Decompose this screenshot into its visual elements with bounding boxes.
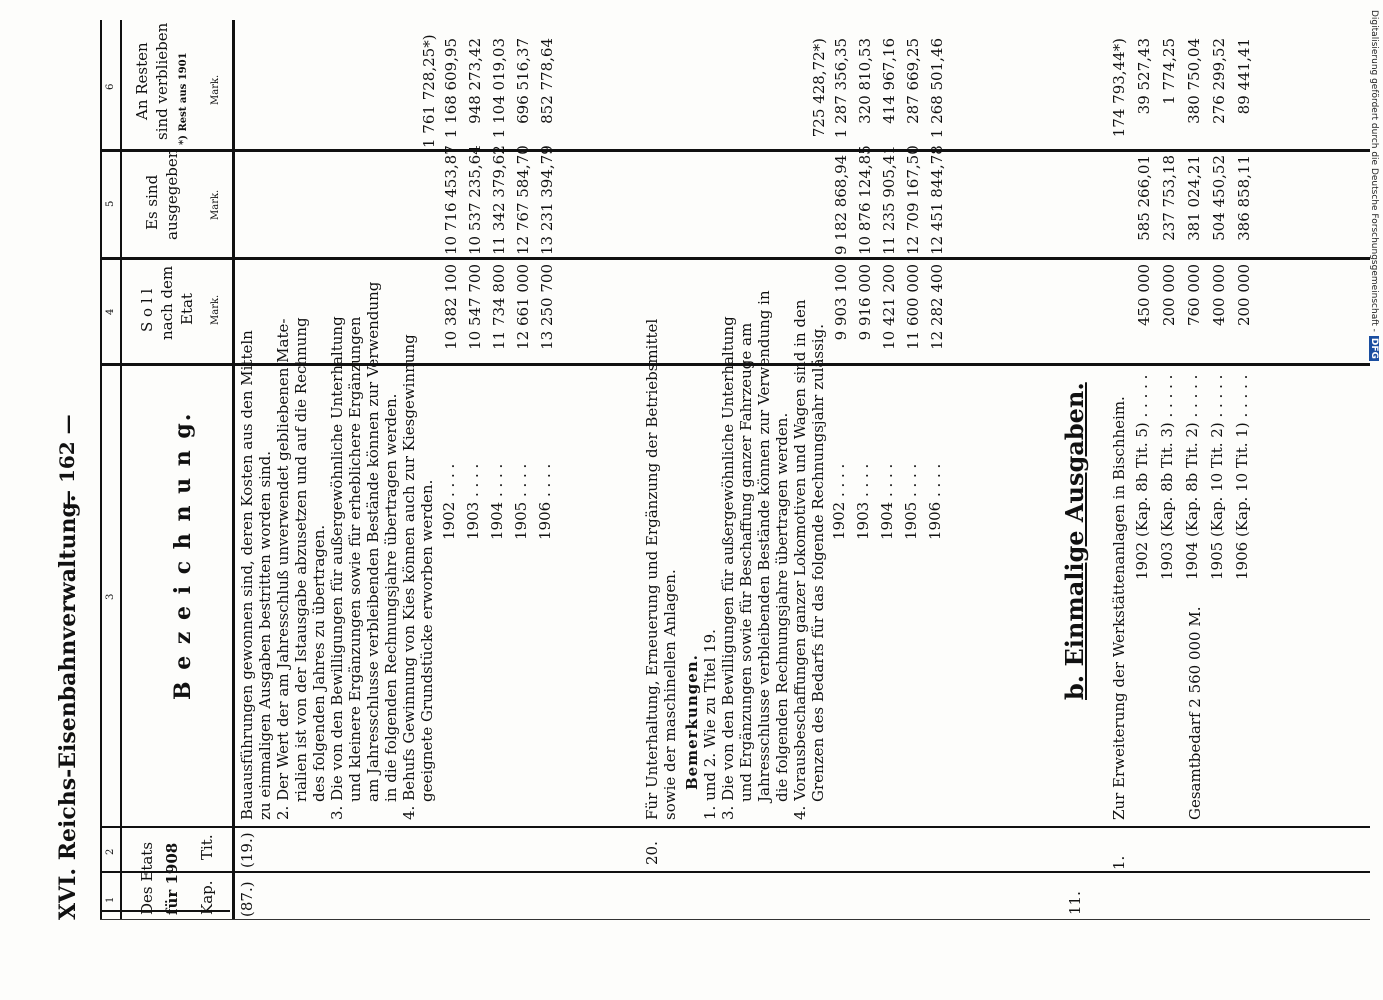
header-number-rule	[120, 20, 122, 920]
section20-ausgegeben: 11 235 905,41	[880, 145, 898, 255]
nach-dem-label: nach dem	[158, 265, 176, 340]
sectionb-resten: 380 750,04	[1185, 38, 1203, 124]
section19-ausgegeben: 10 537 235,64	[466, 145, 484, 255]
sectionb-soll: 760 000	[1185, 264, 1203, 327]
section19-soll: 10 382 100	[442, 264, 460, 350]
section19-ausgegeben: 12 767 584,70	[514, 145, 532, 255]
col6-number: 6	[105, 83, 116, 90]
sectionb-year: 1906 (Kap. 10 Tit. 1) . . . . .	[1233, 374, 1251, 580]
sectionb-year: 1902 (Kap. 8b Tit. 5) . . . . .	[1133, 374, 1151, 580]
section19-kap: (87.)	[238, 881, 256, 917]
col5-number: 5	[105, 200, 116, 207]
digitization-text: Digitalisierung gefördert durch die Deutsche Forschungsgemeinschaft -	[1369, 10, 1379, 332]
section19-soll: 12 661 000	[514, 264, 532, 350]
left-border	[100, 919, 1370, 920]
section20-year: 1903 . . . .	[854, 463, 872, 540]
ausgegeben-label: ausgegeben	[163, 148, 181, 240]
section20-resten: 1 287 356,35	[832, 38, 850, 139]
sectionb-soll: 400 000	[1210, 264, 1228, 327]
section20-resten: 1 268 501,46	[928, 38, 946, 139]
section19-tit: (19.)	[238, 832, 256, 868]
sectionb-item-text: Zur Erweiterung der Werkstättenanlagen in Bischheim.	[1110, 396, 1128, 820]
sectionb-gesamtbedarf: Gesamtbedarf 2 560 000 M.	[1186, 606, 1204, 820]
fuer-1908-label: für 1908	[163, 842, 181, 915]
col5-separator	[100, 149, 1370, 152]
section20-soll: 9 916 000	[856, 264, 874, 341]
section20-ausgegeben: 9 182 868,94	[832, 154, 850, 255]
col4-separator	[100, 257, 1370, 260]
sectionb-ausgegeben: 585 266,01	[1135, 155, 1153, 241]
sectionb-year: 1903 (Kap. 8b Tit. 3) . . . . .	[1158, 374, 1176, 580]
col4-number: 4	[105, 308, 116, 315]
sectionb-year: 1905 (Kap. 10 Tit. 2) . . . . .	[1208, 374, 1226, 580]
mark-label-6: Mark.	[210, 74, 221, 105]
mark-label-4: Mark.	[210, 294, 221, 325]
section19-resten: 1 168 609,95	[442, 38, 460, 139]
section20-ausgegeben: 12 451 844,78	[928, 145, 946, 255]
section19-ausgegeben: 10 716 453,87	[442, 145, 460, 255]
sectionb-ausgegeben: 386 858,11	[1235, 155, 1253, 241]
sectionb-resten: 39 527,43	[1135, 38, 1153, 115]
section20-resten: 320 810,53	[856, 38, 874, 124]
sectionb-year: 1904 (Kap. 8b Tit. 2) . . . . .	[1183, 374, 1201, 580]
sectionb-heading: b. Einmalige Ausgaben.	[1060, 382, 1089, 700]
sectionb-resten: 89 441,41	[1235, 38, 1253, 115]
mark-label-5: Mark.	[210, 189, 221, 220]
rest-note-label: *) Rest aus 1901	[178, 52, 189, 145]
section19-resten: 852 778,64	[538, 38, 556, 124]
col1-number: 1	[105, 896, 116, 903]
bezeichnung-heading: B e z e i c h n u n g.	[170, 411, 196, 700]
des-etats-label: Des Etats	[138, 841, 156, 915]
sectionb-soll: 450 000	[1135, 264, 1153, 327]
section20-soll: 10 421 200	[880, 264, 898, 350]
sectionb-ausgegeben: 381 024,21	[1185, 155, 1203, 241]
sectionb-item-num: 1.	[1110, 855, 1128, 870]
sectionb-ausgegeben: 237 753,18	[1160, 155, 1178, 241]
kap-label: Kap.	[198, 880, 216, 915]
section20-year: 1902 . . . .	[830, 463, 848, 540]
section19-soll: 11 734 800	[490, 264, 508, 350]
es-sind-label: Es sind	[143, 174, 161, 230]
section20-ausgegeben: 12 709 167,50	[904, 145, 922, 255]
col1-separator	[100, 871, 1370, 873]
section19-year: 1904 . . . .	[488, 463, 506, 540]
section20-year: 1906 . . . .	[926, 463, 944, 540]
section20-soll: 11 600 000	[904, 264, 922, 350]
sectionb-soll: 200 000	[1235, 264, 1253, 327]
section20-rest-first: 725 428,72*)	[810, 38, 828, 138]
etat-label: Etat	[178, 293, 196, 325]
sectionb-resten: 276 299,52	[1210, 38, 1228, 124]
section19-year: 1902 . . . .	[440, 463, 458, 540]
section20-year: 1905 . . . .	[902, 463, 920, 540]
col2-number: 2	[105, 848, 116, 855]
rotated-page: XVI. Reichs-Eisenbahnverwaltung. — 162 — 1 2 3 4 5 6 Des Etats für 1908 Kap. Tit. B e z e i c h n u n g. S o l l nach dem Etat Mark. Es sind ausgegeben Mark. An Resten sind verblieben *) Rest aus 1901 Mark. (87.) (19.) Bauausführungen gewonnen sind, deren Kosten aus den Mitteln zu einmaligen Ausgaben bestritten worden sind. 2. Der Wert der am Jahresschluß unverwendet gebliebenen Mate- rialien ist von der Istausgabe abzusetzen und auf die Rechnung des folgenden Jahres zu übertragen. 3. Die von den Bewilligungen für außergewöhnliche Unterhaltung und kleinere Ergänzungen sowie für erheblichere Ergänzungen am Jahresschlusse verbleibenden Bestände können zur Verwendung in die folgenden Rechnungsjahre übertragen werden. 4. Behufs Gewinnung von Kies können auch zur Kiesgewinnung geeignete Grundstücke erworben werden. 1902 . . . . 1903 . . . . 1904 . . . . 1905 . . . . 1906 . . . . 10 382 100 10 547 700 11 734 800 12 661 000 13 250 700 10 716 453,87 10 537 235,64 11 342 379,62 12 767 584,70 13 231 394,79 1 761 728,25*) 1 168 609,95 948 273,42 1 104 019,03 696 516,37 852 778,64 20. Für Unterhaltung, Erneuerung und Ergänzung der Betriebsmittel sowie der maschinellen Anlagen. Bemerkungen. 1. und 2. Wie zu Titel 19. 3. Die von den Bewilligungen für außergewöhnliche Unterhaltung und Ergänzungen sowie für Beschaffung ganzer Fahrzeuge am Jahresschlusse verbleibenden Bestände können zur Verwendung in die folgenden Rechnungsjahre übertragen werden. 4. Vorausbeschaffungen ganzer Lokomotiven und Wagen sind in den Grenzen des Bedarfs für das folgende Rechnungsjahr zulässig. 1902 . . . . 1903 . . . . 1904 . . . . 1905 . . . . 1906 . . . . 9 903 100 9 916 000 10 421 200 11 600 000 12 282 400 9 182 868,94 10 876 124,85 11 235 905,41 12 709 167,50 12 451 844,78 725 428,72*) 1 287 356,35 320 810,53 414 967,16 287 669,25 1 268 501,46 11. b. Einmalige Ausgaben. 1. Zur Erweiterung der Werkstättenanlagen in Bischheim. Gesamtbedarf 2 560 000 M. 1902 (Kap. 8b Tit. 5) . . . . . 1903 (Kap. 8b Tit. 3) . . . . . 1904 (Kap. 8b Tit. 2) . . . . . 1905 (Kap. 10 Tit. 2) . . . . . 1906 (Kap. 10 Tit. 1) . . . . . 450 000 200 000 760 000 400 000 200 000 585 266,01 237 753,18 381 024,21 504 450,52 386 858,11 174 793,44*) 39 527,43 1 774,25 380 750,04 276 299,52 89 441,41	[0, 0, 1383, 1000]
section19-soll: 13 250 700	[538, 264, 556, 350]
section19-year: 1903 . . . .	[464, 463, 482, 540]
sectionb-kap: 11.	[1066, 891, 1084, 915]
section20-ausgegeben: 10 876 124,85	[856, 145, 874, 255]
section20-year: 1904 . . . .	[878, 463, 896, 540]
col3-number: 3	[105, 593, 116, 600]
sectionb-resten: 1 774,25	[1160, 38, 1178, 105]
section19-resten: 1 104 019,03	[490, 38, 508, 139]
table-top-rule	[100, 20, 102, 920]
section19-resten: 948 273,42	[466, 38, 484, 124]
sind-verblieben-label: sind verblieben	[153, 22, 171, 140]
sectionb-ausgegeben: 504 450,52	[1210, 155, 1228, 241]
section19-ausgegeben: 13 231 394,79	[538, 145, 556, 255]
section19-year: 1906 . . . .	[536, 463, 554, 540]
col2-separator	[100, 826, 1370, 828]
sectionb-rest-first: 174 793,44*)	[1110, 38, 1128, 138]
section19-rest-first: 1 761 728,25*)	[420, 34, 438, 148]
tit-label: Tit.	[198, 834, 216, 860]
section20-soll: 9 903 100	[832, 264, 850, 341]
section19-year: 1905 . . . .	[512, 463, 530, 540]
section19-ausgegeben: 11 342 379,62	[490, 145, 508, 255]
section20-soll: 12 282 400	[928, 264, 946, 350]
section19-resten: 696 516,37	[514, 38, 532, 124]
section20-resten: 414 967,16	[880, 38, 898, 124]
page-number: — 162 —	[55, 414, 79, 510]
section20-resten: 287 669,25	[904, 38, 922, 124]
sectionb-soll: 200 000	[1160, 264, 1178, 327]
page-title: XVI. Reichs-Eisenbahnverwaltung.	[55, 494, 81, 920]
section19-soll: 10 547 700	[466, 264, 484, 350]
soll-label: S o l l	[138, 288, 156, 332]
header-bottom-rule	[232, 20, 235, 920]
digitization-note	[1365, 10, 1379, 990]
an-resten-label: An Resten	[133, 42, 151, 120]
dfg-logo: DFG	[1369, 337, 1379, 359]
section20-tit: 20.	[643, 841, 661, 865]
